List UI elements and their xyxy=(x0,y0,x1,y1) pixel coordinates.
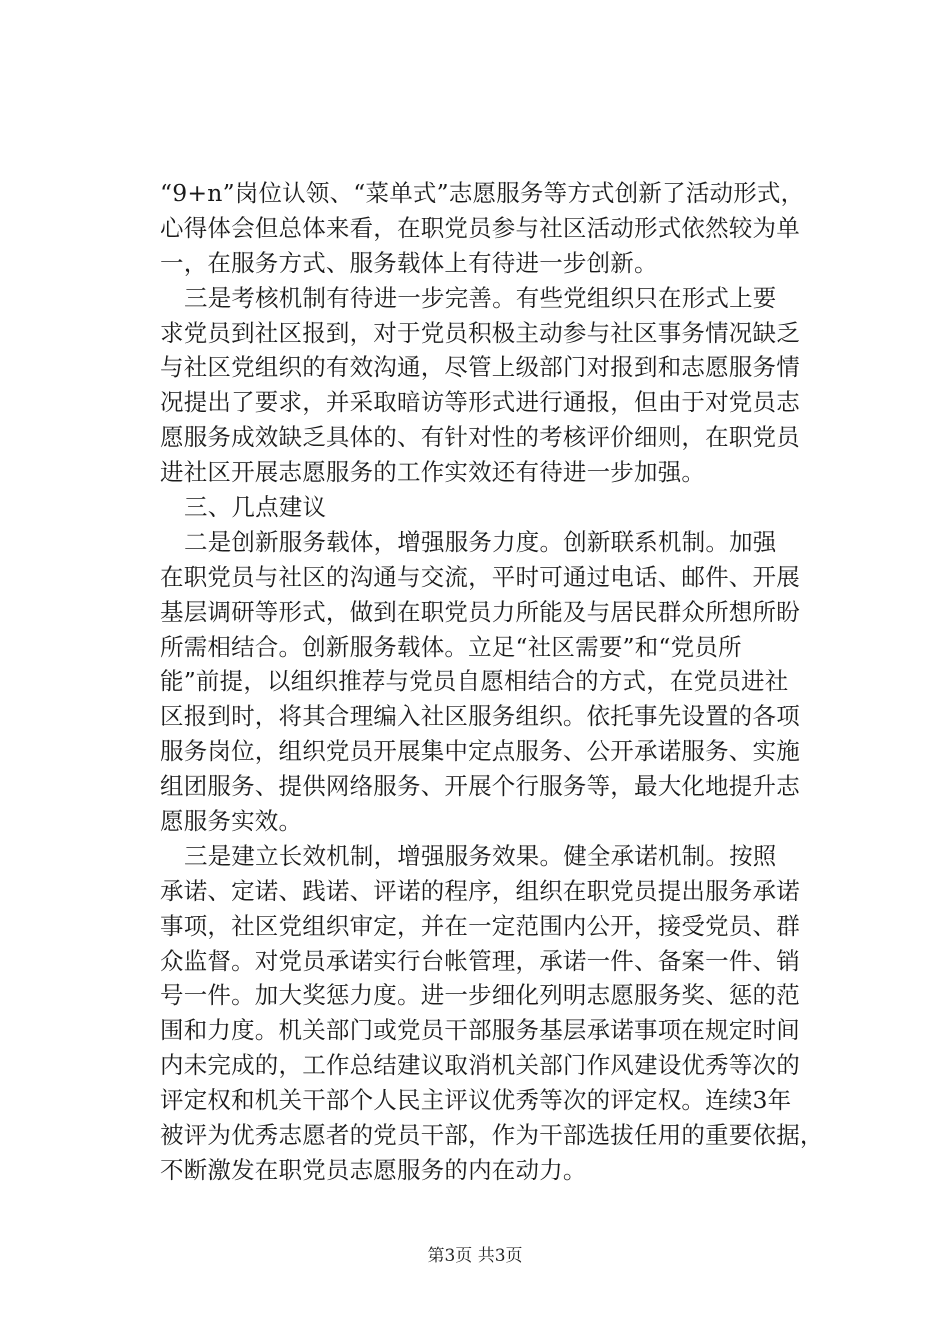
text-line: 号一件。加大奖惩力度。进一步细化列明志愿服务奖、惩的范 xyxy=(160,981,800,1010)
text-line: “9+n”岗位认领、“菜单式”志愿服务等方式创新了活动形式， xyxy=(160,179,805,207)
text-line: 三、几点建议 xyxy=(184,493,327,522)
text-line: 三是考核机制有待进一步完善。有些党组织只在形式上要 xyxy=(184,283,777,312)
text-line: 被评为优秀志愿者的党员干部，作为干部选拔任用的重要依据， xyxy=(160,1121,824,1150)
text-line: 事项，社区党组织审定，并在一定范围内公开，接受党员、群 xyxy=(160,911,800,940)
text-line: 内未完成的，工作总结建议取消机关部门作风建设优秀等次的 xyxy=(160,1051,800,1080)
text-line: 三是建立长效机制，增强服务效果。健全承诺机制。按照 xyxy=(184,841,777,870)
text-line: 一，在服务方式、服务载体上有待进一步创新。 xyxy=(160,248,658,277)
text-line: 区报到时，将其合理编入社区服务组织。依托事先设置的各项 xyxy=(160,702,800,731)
text-line: 与社区党组织的有效沟通，尽管上级部门对报到和志愿服务情 xyxy=(160,353,800,382)
text-line: 不断激发在职党员志愿服务的内在动力。 xyxy=(160,1155,587,1184)
text-line: 在职党员与社区的沟通与交流，平时可通过电话、邮件、开展 xyxy=(160,562,800,591)
text-line: 评定权和机关干部个人民主评议优秀等次的评定权。连续3年 xyxy=(160,1086,792,1115)
text-line: 愿服务实效。 xyxy=(160,807,303,836)
page-footer: 第3页 共3页 xyxy=(427,1246,523,1266)
text-line: 能”前提，以组织推荐与党员自愿相结合的方式，在党员进社 xyxy=(160,667,789,696)
text-line: 二是创新服务载体，增强服务力度。创新联系机制。加强 xyxy=(184,527,777,556)
text-line: 围和力度。机关部门或党员干部服务基层承诺事项在规定时间 xyxy=(160,1016,800,1045)
text-line: 众监督。对党员承诺实行台帐管理，承诺一件、备案一件、销 xyxy=(160,946,800,975)
text-line: 愿服务成效缺乏具体的、有针对性的考核评价细则，在职党员 xyxy=(160,423,800,452)
text-line: 承诺、定诺、践诺、评诺的程序，组织在职党员提出服务承诺 xyxy=(160,876,800,905)
text-line: 服务岗位，组织党员开展集中定点服务、公开承诺服务、实施 xyxy=(160,737,800,766)
text-line: 况提出了要求，并采取暗访等形式进行通报，但由于对党员志 xyxy=(160,388,800,417)
text-line: 所需相结合。创新服务载体。立足“社区需要”和“党员所 xyxy=(160,632,742,661)
text-line: 基层调研等形式，做到在职党员力所能及与居民群众所想所盼 xyxy=(160,597,800,626)
text-line: 组团服务、提供网络服务、开展个行服务等，最大化地提升志 xyxy=(160,772,800,801)
text-line: 求党员到社区报到，对于党员积极主动参与社区事务情况缺乏 xyxy=(160,318,800,347)
text-line: 心得体会但总体来看，在职党员参与社区活动形式依然较为单 xyxy=(160,213,800,242)
document-body xyxy=(160,176,840,1188)
text-line: 进社区开展志愿服务的工作实效还有待进一步加强。 xyxy=(160,458,706,487)
